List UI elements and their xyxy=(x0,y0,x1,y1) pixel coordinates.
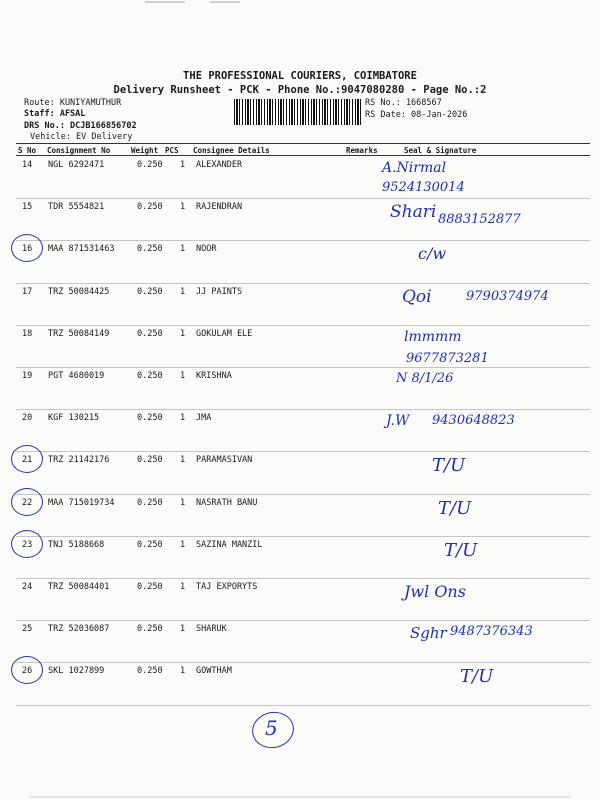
row-pcs: 1 xyxy=(180,371,186,381)
row-consignment: MAA 871531463 xyxy=(48,244,115,255)
row-consignment: TRZ 50084149 xyxy=(48,328,110,339)
row-consignment: TNJ 5188668 xyxy=(48,539,105,550)
row-consignment: SKL 1027899 xyxy=(48,666,105,677)
row-phone: 9677873281 xyxy=(406,350,489,366)
row-divider xyxy=(16,367,590,368)
row-weight: 0.250 xyxy=(137,539,163,550)
header-divider xyxy=(16,143,590,144)
sno-circle xyxy=(11,488,43,516)
row-sno: 24 xyxy=(22,582,33,592)
row-consignment: TRZ 52036087 xyxy=(48,624,110,635)
row-consignee: ALEXANDER xyxy=(196,160,243,170)
col-remarks: Remarks xyxy=(346,146,378,155)
row-consignee: NOOR xyxy=(196,244,217,255)
row-consignee: SAZINA MANZIL xyxy=(196,539,263,550)
row-consignee: KRISHNA xyxy=(196,371,232,381)
row-signature: c/w xyxy=(418,244,447,264)
col-consignment: Consignment No xyxy=(47,146,111,155)
row-pcs: 1 xyxy=(180,666,186,677)
company-title: THE PROFESSIONAL COURIERS, COIMBATORE xyxy=(183,70,417,82)
row-sno: 26 xyxy=(22,666,33,677)
row-pcs: 1 xyxy=(180,455,186,466)
row-pcs: 1 xyxy=(180,624,186,635)
row-phone: 9790374974 xyxy=(466,288,549,304)
row-divider xyxy=(16,325,590,326)
row-signature: Jwl Ons xyxy=(404,582,466,601)
row-consignee: PARAMASIVAN xyxy=(196,455,253,466)
row-signature: T/U xyxy=(460,666,494,688)
row-phone: 9487376343 xyxy=(450,624,533,640)
row-sno: 19 xyxy=(22,371,33,381)
row-phone: 9430648823 xyxy=(432,413,515,429)
row-sno: 17 xyxy=(22,286,33,297)
col-weight: Weight xyxy=(131,146,159,155)
row-consignee: JMA xyxy=(196,413,212,424)
row-pcs: 1 xyxy=(180,497,186,508)
row-sno: 21 xyxy=(22,455,33,466)
row-consignee: TAJ EXPORYTS xyxy=(196,582,258,592)
row-consignment: TDR 5554821 xyxy=(48,202,105,213)
row-weight: 0.250 xyxy=(137,286,163,297)
row-sno: 18 xyxy=(22,328,33,339)
row-consignee: NASRATH BANU xyxy=(196,497,258,508)
row-consignment: MAA 715019734 xyxy=(48,497,115,508)
row-sno: 15 xyxy=(22,202,33,213)
vehicle-label: Vehicle: EV Delivery xyxy=(30,132,133,142)
scan-mark xyxy=(210,1,240,3)
row-divider xyxy=(16,451,590,452)
row-weight: 0.250 xyxy=(137,328,163,339)
row-pcs: 1 xyxy=(180,328,186,339)
sno-circle xyxy=(11,656,43,684)
row-consignee: RAJENDRAN xyxy=(196,202,243,213)
row-divider xyxy=(16,198,590,199)
row-consignment: TRZ 50084401 xyxy=(48,582,110,592)
row-divider xyxy=(16,705,590,706)
sno-circle xyxy=(11,530,43,558)
sno-circle xyxy=(11,234,43,262)
staff-label: Staff: AFSAL xyxy=(24,109,86,119)
row-consignee: GOKULAM ELE xyxy=(196,328,253,339)
row-pcs: 1 xyxy=(180,244,186,255)
row-signature: Sghr xyxy=(410,624,447,643)
scan-mark xyxy=(30,796,570,798)
row-signature: J.W xyxy=(386,413,410,430)
runsheet-title: Delivery Runsheet - PCK - Phone No.:9047080280 - Page No.:2 xyxy=(113,84,487,96)
col-consignee: Consignee Details xyxy=(193,146,270,155)
row-consignment: NGL 6292471 xyxy=(48,160,105,170)
row-sno: 25 xyxy=(22,624,33,635)
row-signature: T/U xyxy=(432,455,466,477)
row-divider xyxy=(16,283,590,284)
rs-date: RS Date: 08-Jan-2026 xyxy=(365,110,468,120)
row-weight: 0.250 xyxy=(137,413,163,424)
row-signature: lmmmm xyxy=(404,328,462,345)
row-weight: 0.250 xyxy=(137,160,163,170)
row-divider xyxy=(16,536,590,537)
row-phone: 9524130014 xyxy=(382,180,465,195)
row-divider xyxy=(16,662,590,663)
row-sno: 16 xyxy=(22,244,33,255)
row-weight: 0.250 xyxy=(137,455,163,466)
row-weight: 0.250 xyxy=(137,202,163,213)
row-pcs: 1 xyxy=(180,286,186,297)
row-signature: N 8/1/26 xyxy=(396,371,454,386)
row-weight: 0.250 xyxy=(137,666,163,677)
row-divider xyxy=(16,494,590,495)
row-divider xyxy=(16,409,590,410)
row-consignee: SHARUK xyxy=(196,624,227,635)
header-divider xyxy=(16,155,590,156)
row-sno: 20 xyxy=(22,413,33,424)
row-consignee: GOWTHAM xyxy=(196,666,232,677)
row-weight: 0.250 xyxy=(137,497,163,508)
row-divider xyxy=(16,620,590,621)
row-sno: 23 xyxy=(22,539,33,550)
page-mark: 5 xyxy=(265,716,278,740)
row-consignment: PGT 4680019 xyxy=(48,371,105,381)
row-pcs: 1 xyxy=(180,160,186,170)
sno-circle xyxy=(11,445,43,473)
row-weight: 0.250 xyxy=(137,582,163,592)
row-phone: 8883152877 xyxy=(438,212,521,228)
row-sno: 14 xyxy=(22,160,33,170)
row-sno: 22 xyxy=(22,497,33,508)
row-divider xyxy=(16,240,590,241)
drs-number: DRS No.: DCJB166856702 xyxy=(24,121,137,131)
row-signature: Shari xyxy=(390,202,437,223)
route-label: Route: KUNIYAMUTHUR xyxy=(24,98,122,108)
col-seal: Seal & Signature xyxy=(404,146,477,155)
row-weight: 0.250 xyxy=(137,244,163,255)
row-consignment: TRZ 50084425 xyxy=(48,286,110,297)
scan-mark xyxy=(145,1,185,3)
col-sno: S No xyxy=(18,146,37,155)
row-weight: 0.250 xyxy=(137,371,163,381)
row-signature: A.Nirmal xyxy=(382,160,447,176)
row-signature: T/U xyxy=(444,539,478,561)
col-pcs: PCS xyxy=(165,146,179,155)
row-divider xyxy=(16,578,590,579)
row-consignment: TRZ 21142176 xyxy=(48,455,110,466)
row-signature: Qoi xyxy=(402,286,432,307)
row-pcs: 1 xyxy=(180,413,186,424)
row-consignee: JJ PAINTS xyxy=(196,286,243,297)
row-pcs: 1 xyxy=(180,539,186,550)
barcode xyxy=(234,99,362,125)
row-weight: 0.250 xyxy=(137,624,163,635)
row-pcs: 1 xyxy=(180,202,186,213)
rs-number: RS No.: 1668567 xyxy=(365,98,442,108)
row-consignment: KGF 130215 xyxy=(48,413,100,424)
row-pcs: 1 xyxy=(180,582,186,592)
row-signature: T/U xyxy=(438,497,472,519)
